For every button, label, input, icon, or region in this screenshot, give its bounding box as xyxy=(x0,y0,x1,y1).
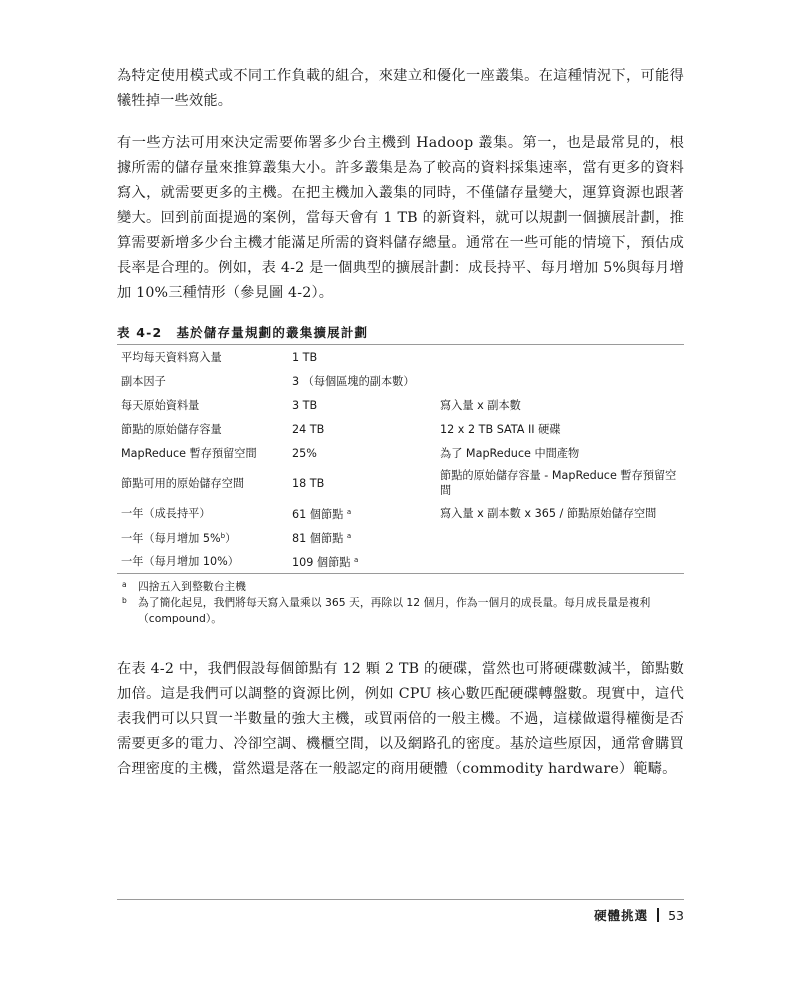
row-value: 25% xyxy=(292,446,317,460)
page-content xyxy=(117,64,684,782)
row-note: 12 x 2 TB SATA II 硬碟 xyxy=(440,422,561,436)
footnote-ref: a xyxy=(346,531,352,540)
footer-rule xyxy=(117,899,684,900)
table-row xyxy=(117,525,684,549)
table-row xyxy=(117,393,684,417)
footnote xyxy=(117,579,684,595)
row-label: 每天原始資料量 xyxy=(121,398,200,412)
row-value: 109 個節點 xyxy=(292,555,351,569)
footnote-ref: a xyxy=(346,507,352,516)
footer-divider xyxy=(657,908,659,922)
paragraph-intro: 為特定使用模式或不同工作負載的組合，來建立和優化一座叢集。在這種情況下，可能得犧牲掉一些效能。 xyxy=(117,68,684,109)
row-value-cell xyxy=(288,549,436,573)
row-label: 一年（每月增加 5% xyxy=(121,531,221,545)
row-note xyxy=(436,549,684,573)
row-label: 節點的原始儲存容量 xyxy=(121,422,222,436)
footnote-ref: b xyxy=(220,531,226,540)
row-note xyxy=(436,525,684,549)
row-label: MapReduce 暫存預留空間 xyxy=(121,446,257,460)
table-title: 基於儲存量規劃的叢集擴展計劃 xyxy=(176,325,369,340)
paragraph-discussion: 在表 4-2 中，我們假設每個節點有 12 顆 2 TB 的硬碟，當然也可將硬碟數減半，節點數加倍。這是我們可以調整的資源比例，例如 CPU 核心數匹配硬碟轉盤數。現實中，這代表我們可以只買一半數量的強大主機，或買兩倍的一般主機。不過，這樣做還得權衡是否需要更多的電力、冷卻空調、機櫃空間，以及網路孔的密度。基於這些原因，通常會購買合理密度的主機，當然還是落在一般認定的商用硬體（commodity hardware）範疇。 xyxy=(117,661,684,777)
row-note: 寫入量 x 副本數 x 365 / 節點原始儲存空間 xyxy=(440,506,657,520)
footnote xyxy=(117,595,684,627)
footnote-mark: b xyxy=(122,596,127,605)
footnote-text: 四捨五入到整數台主機 xyxy=(138,580,246,593)
row-value: 18 TB xyxy=(292,476,325,490)
row-value-cell xyxy=(288,525,436,549)
row-note: 寫入量 x 副本數 xyxy=(440,398,521,412)
table-row xyxy=(117,465,684,501)
table-number: 表 4-2 xyxy=(117,325,163,340)
page-footer xyxy=(594,906,684,924)
footnote-ref: a xyxy=(354,555,359,564)
table-bottom-rule xyxy=(117,573,684,574)
table-row xyxy=(117,345,684,369)
row-note: 節點的原始儲存容量 - MapReduce 暫存預留空間 xyxy=(440,469,677,497)
row-value: 1 TB xyxy=(292,350,318,364)
footer-section-title: 硬體挑選 xyxy=(594,908,649,923)
paragraph-sizing: 有一些方法可用來決定需要佈署多少台主機到 Hadoop 叢集。第一，也是最常見的，根據所需的儲存量來推算叢集大小。許多叢集是為了較高的資料採集速率，當有更多的資料寫入，就需要更多的主機。在把主機加入叢集的同時，不僅儲存量變大，運算資源也跟著變大。回到前面提過的案例，當每天會有 1 TB 的新資料，就可以規劃一個擴展計劃，推算需要新增多少台主機才能滿足所需的資料儲存總量。通常在一些可能的情境下，預估成長率是合理的。例如，表 4-2 是一個典型的擴展計劃：成長持平、每月增加 5%與每月增加 10%三種情形（參見圖 4-2）。 xyxy=(117,135,684,301)
row-value: 3 （每個區塊的副本數） xyxy=(292,374,415,388)
page-number: 53 xyxy=(668,907,684,923)
table-caption xyxy=(117,322,684,344)
row-value: 81 個節點 xyxy=(292,531,344,545)
row-label: 平均每天資料寫入量 xyxy=(121,350,222,364)
table-row xyxy=(117,501,684,525)
table-footnotes xyxy=(117,579,684,627)
table-row xyxy=(117,417,684,441)
footnote-text: 為了簡化起見，我們將每天寫入量乘以 365 天，再除以 12 個月，作為一個月的成長量。每月成長量是複利（compound）。 xyxy=(138,596,651,625)
row-label: 一年（每月增加 10%） xyxy=(121,554,239,568)
table-row xyxy=(117,441,684,465)
row-value: 3 TB xyxy=(292,398,318,412)
row-label-tail: ） xyxy=(225,531,237,545)
row-value-cell xyxy=(288,501,436,525)
row-value: 61 個節點 xyxy=(292,507,344,521)
row-label: 節點可用的原始儲存空間 xyxy=(121,476,245,490)
cluster-growth-table xyxy=(117,345,684,573)
footnote-mark: a xyxy=(122,580,127,589)
row-note: 為了 MapReduce 中間產物 xyxy=(440,446,580,460)
row-value: 24 TB xyxy=(292,422,325,436)
table-row xyxy=(117,369,684,393)
row-label: 一年（成長持平） xyxy=(121,506,211,520)
table-row xyxy=(117,549,684,573)
row-label: 副本因子 xyxy=(121,374,166,388)
row-note xyxy=(436,345,684,369)
row-label-cell xyxy=(117,525,288,549)
